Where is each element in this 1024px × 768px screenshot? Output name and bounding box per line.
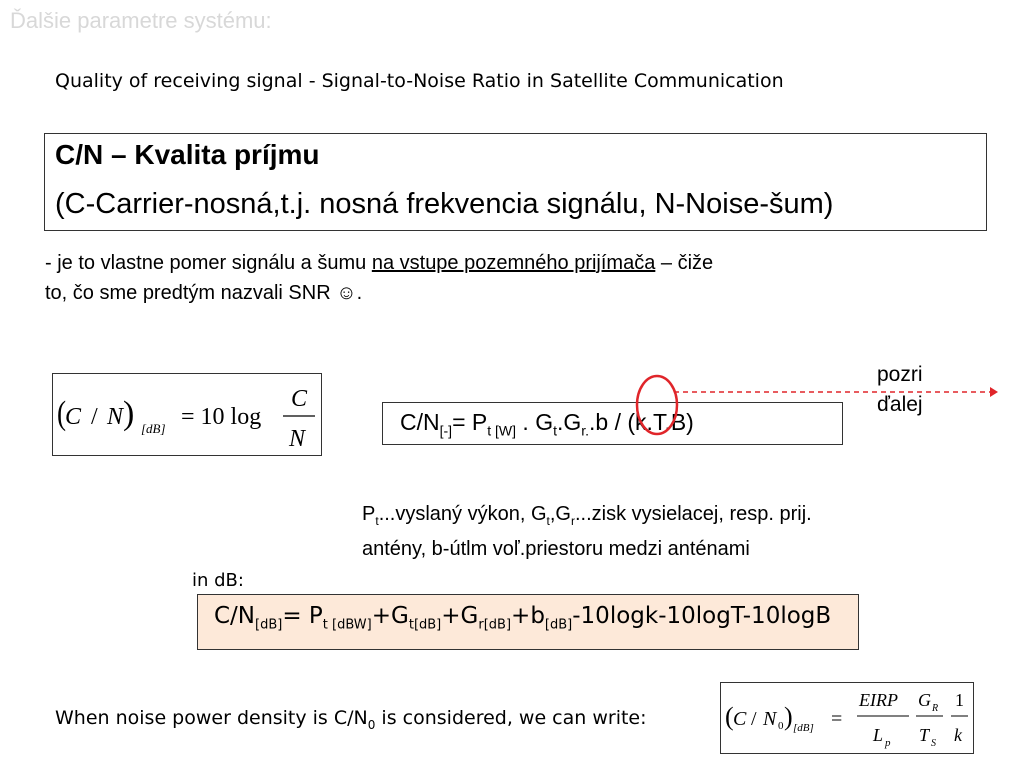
arrow-head-icon xyxy=(990,387,998,397)
in-db-label: in dB: xyxy=(192,570,244,591)
def-p4: ...zisk vysielacej, resp. prij. xyxy=(575,503,812,525)
pozri-line2: ďalej xyxy=(877,393,923,416)
formula-cn-db-expanded xyxy=(214,603,831,633)
f2-a: C/N xyxy=(400,409,440,435)
slide-subtitle: Quality of receiving signal - Signal-to-Noise Ratio in Satellite Communication xyxy=(55,70,784,92)
f3-f: -10logk-10logT-10logB xyxy=(572,603,832,629)
def-line2: antény, b-útlm voľ.priestoru medzi anténami xyxy=(362,538,750,560)
f4-c: C xyxy=(733,708,747,730)
note-line2: to, čo sme predtým nazvali SNR ☺. xyxy=(45,282,363,304)
f4-slash: / xyxy=(751,708,757,730)
formula1-den: N xyxy=(289,426,306,452)
f2-b: = P xyxy=(452,409,488,435)
f2-d-sub: r. xyxy=(581,422,590,439)
formula1-lhs-n: N xyxy=(107,404,124,430)
formula-cn0-box xyxy=(720,682,974,754)
svg-text:(: ( xyxy=(725,702,734,731)
f4-equals: = xyxy=(831,708,843,730)
bottom-text-a: When noise power density is C/N xyxy=(55,707,368,729)
def-p2: ...vyslaný výkon, G xyxy=(378,503,547,525)
f4-f2-num: G xyxy=(918,690,931,710)
f4-f1-den-sub: p xyxy=(885,737,891,749)
f4-subscript: [dB] xyxy=(793,722,814,734)
annotation-overlay xyxy=(600,360,1010,460)
highlight-circle xyxy=(637,376,677,434)
f2-c-sub: t xyxy=(553,422,557,439)
cn-description: (C-Carrier-nosná,t.j. nosná frekvencia signálu, N-Noise-šum) xyxy=(55,188,834,220)
f3-a: C/N xyxy=(214,603,256,629)
def-p3-sub: r xyxy=(571,514,575,528)
f3-b: = P xyxy=(282,603,323,629)
formula1-subscript: [dB] xyxy=(141,421,166,436)
slide-header-title: Ďalšie parametre systému: xyxy=(10,8,272,33)
def-p3: ,G xyxy=(549,503,571,525)
parameter-definitions xyxy=(362,500,982,563)
f4-f3-num: 1 xyxy=(955,690,964,710)
note-underlined: na vstupe pozemného prijímača xyxy=(371,252,656,274)
cn-note xyxy=(45,248,925,308)
f2-a-sub: [-] xyxy=(439,422,453,439)
formula1-lhs-c: C xyxy=(65,404,82,430)
f3-e-sub: [dB] xyxy=(544,617,573,633)
svg-text:): ) xyxy=(123,395,135,432)
bottom-text-b: is considered, we can write: xyxy=(375,707,647,729)
f2-d: .G xyxy=(556,409,582,435)
f2-e: .b / (k.T.B) xyxy=(589,409,694,435)
f4-n-sub: 0 xyxy=(778,720,784,732)
pozri-line1: pozri xyxy=(877,363,923,386)
f3-d: +G xyxy=(441,603,479,629)
cn-heading: C/N – Kvalita príjmu xyxy=(55,139,320,170)
f4-n: N xyxy=(763,708,777,730)
noise-density-text xyxy=(55,707,647,732)
formula-cn0 xyxy=(721,683,973,753)
formula1-equals: = 10 log xyxy=(181,404,262,430)
note-prefix: - je to vlastne pomer signálu a šumu xyxy=(45,252,372,274)
f4-f1-num: EIRP xyxy=(859,690,898,710)
f3-c-sub: t[dB] xyxy=(408,617,442,633)
f2-c: . G xyxy=(516,409,554,435)
f3-b-sub: t [dBW] xyxy=(322,617,372,633)
svg-text:): ) xyxy=(784,702,793,731)
f4-f2-den-sub: S xyxy=(931,738,936,749)
formula1-num: C xyxy=(291,386,308,412)
f4-f2-num-sub: R xyxy=(932,703,939,714)
note-suffix: – čiže xyxy=(655,252,714,274)
formula1-slash: / xyxy=(91,404,98,430)
formula-cn-db-box xyxy=(52,373,322,456)
def-p1: P xyxy=(362,503,376,525)
f3-c: +G xyxy=(371,603,409,629)
f3-d-sub: r[dB] xyxy=(478,617,512,633)
def-p1-sub: t xyxy=(375,514,379,528)
f4-f1-den: L xyxy=(873,725,884,745)
formula-cn-db xyxy=(53,374,321,455)
f3-a-sub: [dB] xyxy=(255,617,283,633)
bottom-text-sub: 0 xyxy=(367,717,376,732)
svg-text:(: ( xyxy=(57,394,67,432)
see-further-label xyxy=(877,360,923,420)
def-p2-sub: t xyxy=(546,514,550,528)
f3-e: +b xyxy=(511,603,545,629)
f4-f2-den: T xyxy=(919,725,930,745)
f2-b-sub: t [W] xyxy=(487,422,517,439)
f4-f3-den: k xyxy=(954,725,962,745)
